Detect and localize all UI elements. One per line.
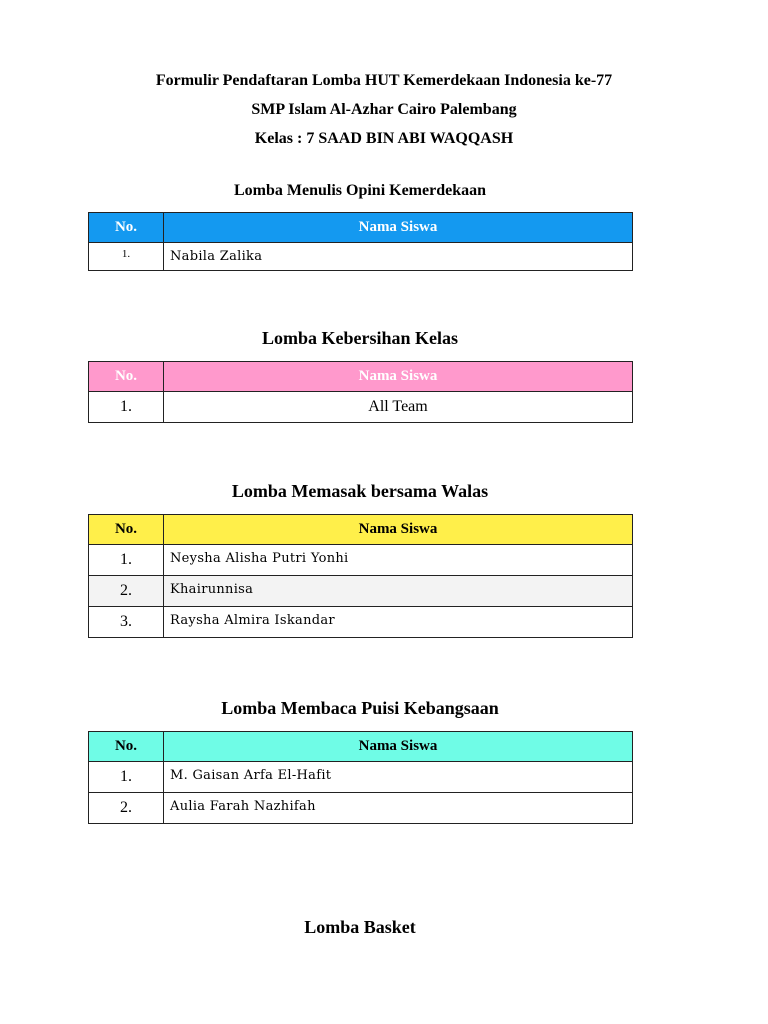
student-name: Khairunnisa (164, 576, 633, 607)
table-row (89, 545, 633, 576)
table-opini (88, 212, 633, 271)
table-kebersihan (88, 361, 633, 423)
row-number: 1. (89, 545, 164, 576)
col-header-name: Nama Siswa (164, 213, 633, 243)
school-name: SMP Islam Al-Azhar Cairo Palembang (251, 101, 517, 118)
student-name: Aulia Farah Nazhifah (164, 793, 633, 824)
student-name: Raysha Almira Iskandar (164, 607, 633, 638)
row-number: 3. (89, 607, 164, 638)
col-header-name: Nama Siswa (164, 732, 633, 762)
class-name: Kelas : 7 SAAD BIN ABI WAQQASH (254, 130, 514, 147)
student-name: Neysha Alisha Putri Yonhi (164, 545, 633, 576)
col-header-name: Nama Siswa (164, 362, 633, 392)
section-title-opini: Lomba Menulis Opini Kemerdekaan (233, 182, 487, 199)
col-header-no: No. (89, 213, 164, 243)
student-name: Nabila Zalika (164, 243, 633, 271)
table-row (89, 793, 633, 824)
table-header-row (89, 732, 633, 762)
col-header-no: No. (89, 362, 164, 392)
section-title-basket: Lomba Basket (304, 917, 416, 937)
col-header-no: No. (89, 732, 164, 762)
col-header-no: No. (89, 515, 164, 545)
form-title: Formulir Pendaftaran Lomba HUT Kemerdekaan Indonesia ke-77 (155, 72, 613, 89)
table-header-row (89, 213, 633, 243)
table-puisi (88, 731, 633, 824)
row-number: 2. (89, 793, 164, 824)
table-memasak (88, 514, 633, 638)
row-number: 1. (89, 392, 164, 423)
row-number: 1. (89, 243, 164, 271)
table-row (89, 576, 633, 607)
table-header-row (89, 362, 633, 392)
table-header-row (89, 515, 633, 545)
table-row (89, 392, 633, 423)
row-number: 2. (89, 576, 164, 607)
section-title-puisi: Lomba Membaca Puisi Kebangsaan (221, 698, 499, 718)
table-row (89, 762, 633, 793)
student-name: M. Gaisan Arfa El-Hafit (164, 762, 633, 793)
col-header-name: Nama Siswa (164, 515, 633, 545)
document-header (0, 66, 768, 153)
row-number: 1. (89, 762, 164, 793)
student-name: All Team (164, 392, 633, 423)
table-row (89, 243, 633, 271)
section-title-kebersihan: Lomba Kebersihan Kelas (261, 328, 458, 348)
table-row (89, 607, 633, 638)
section-title-memasak: Lomba Memasak bersama Walas (231, 481, 489, 501)
